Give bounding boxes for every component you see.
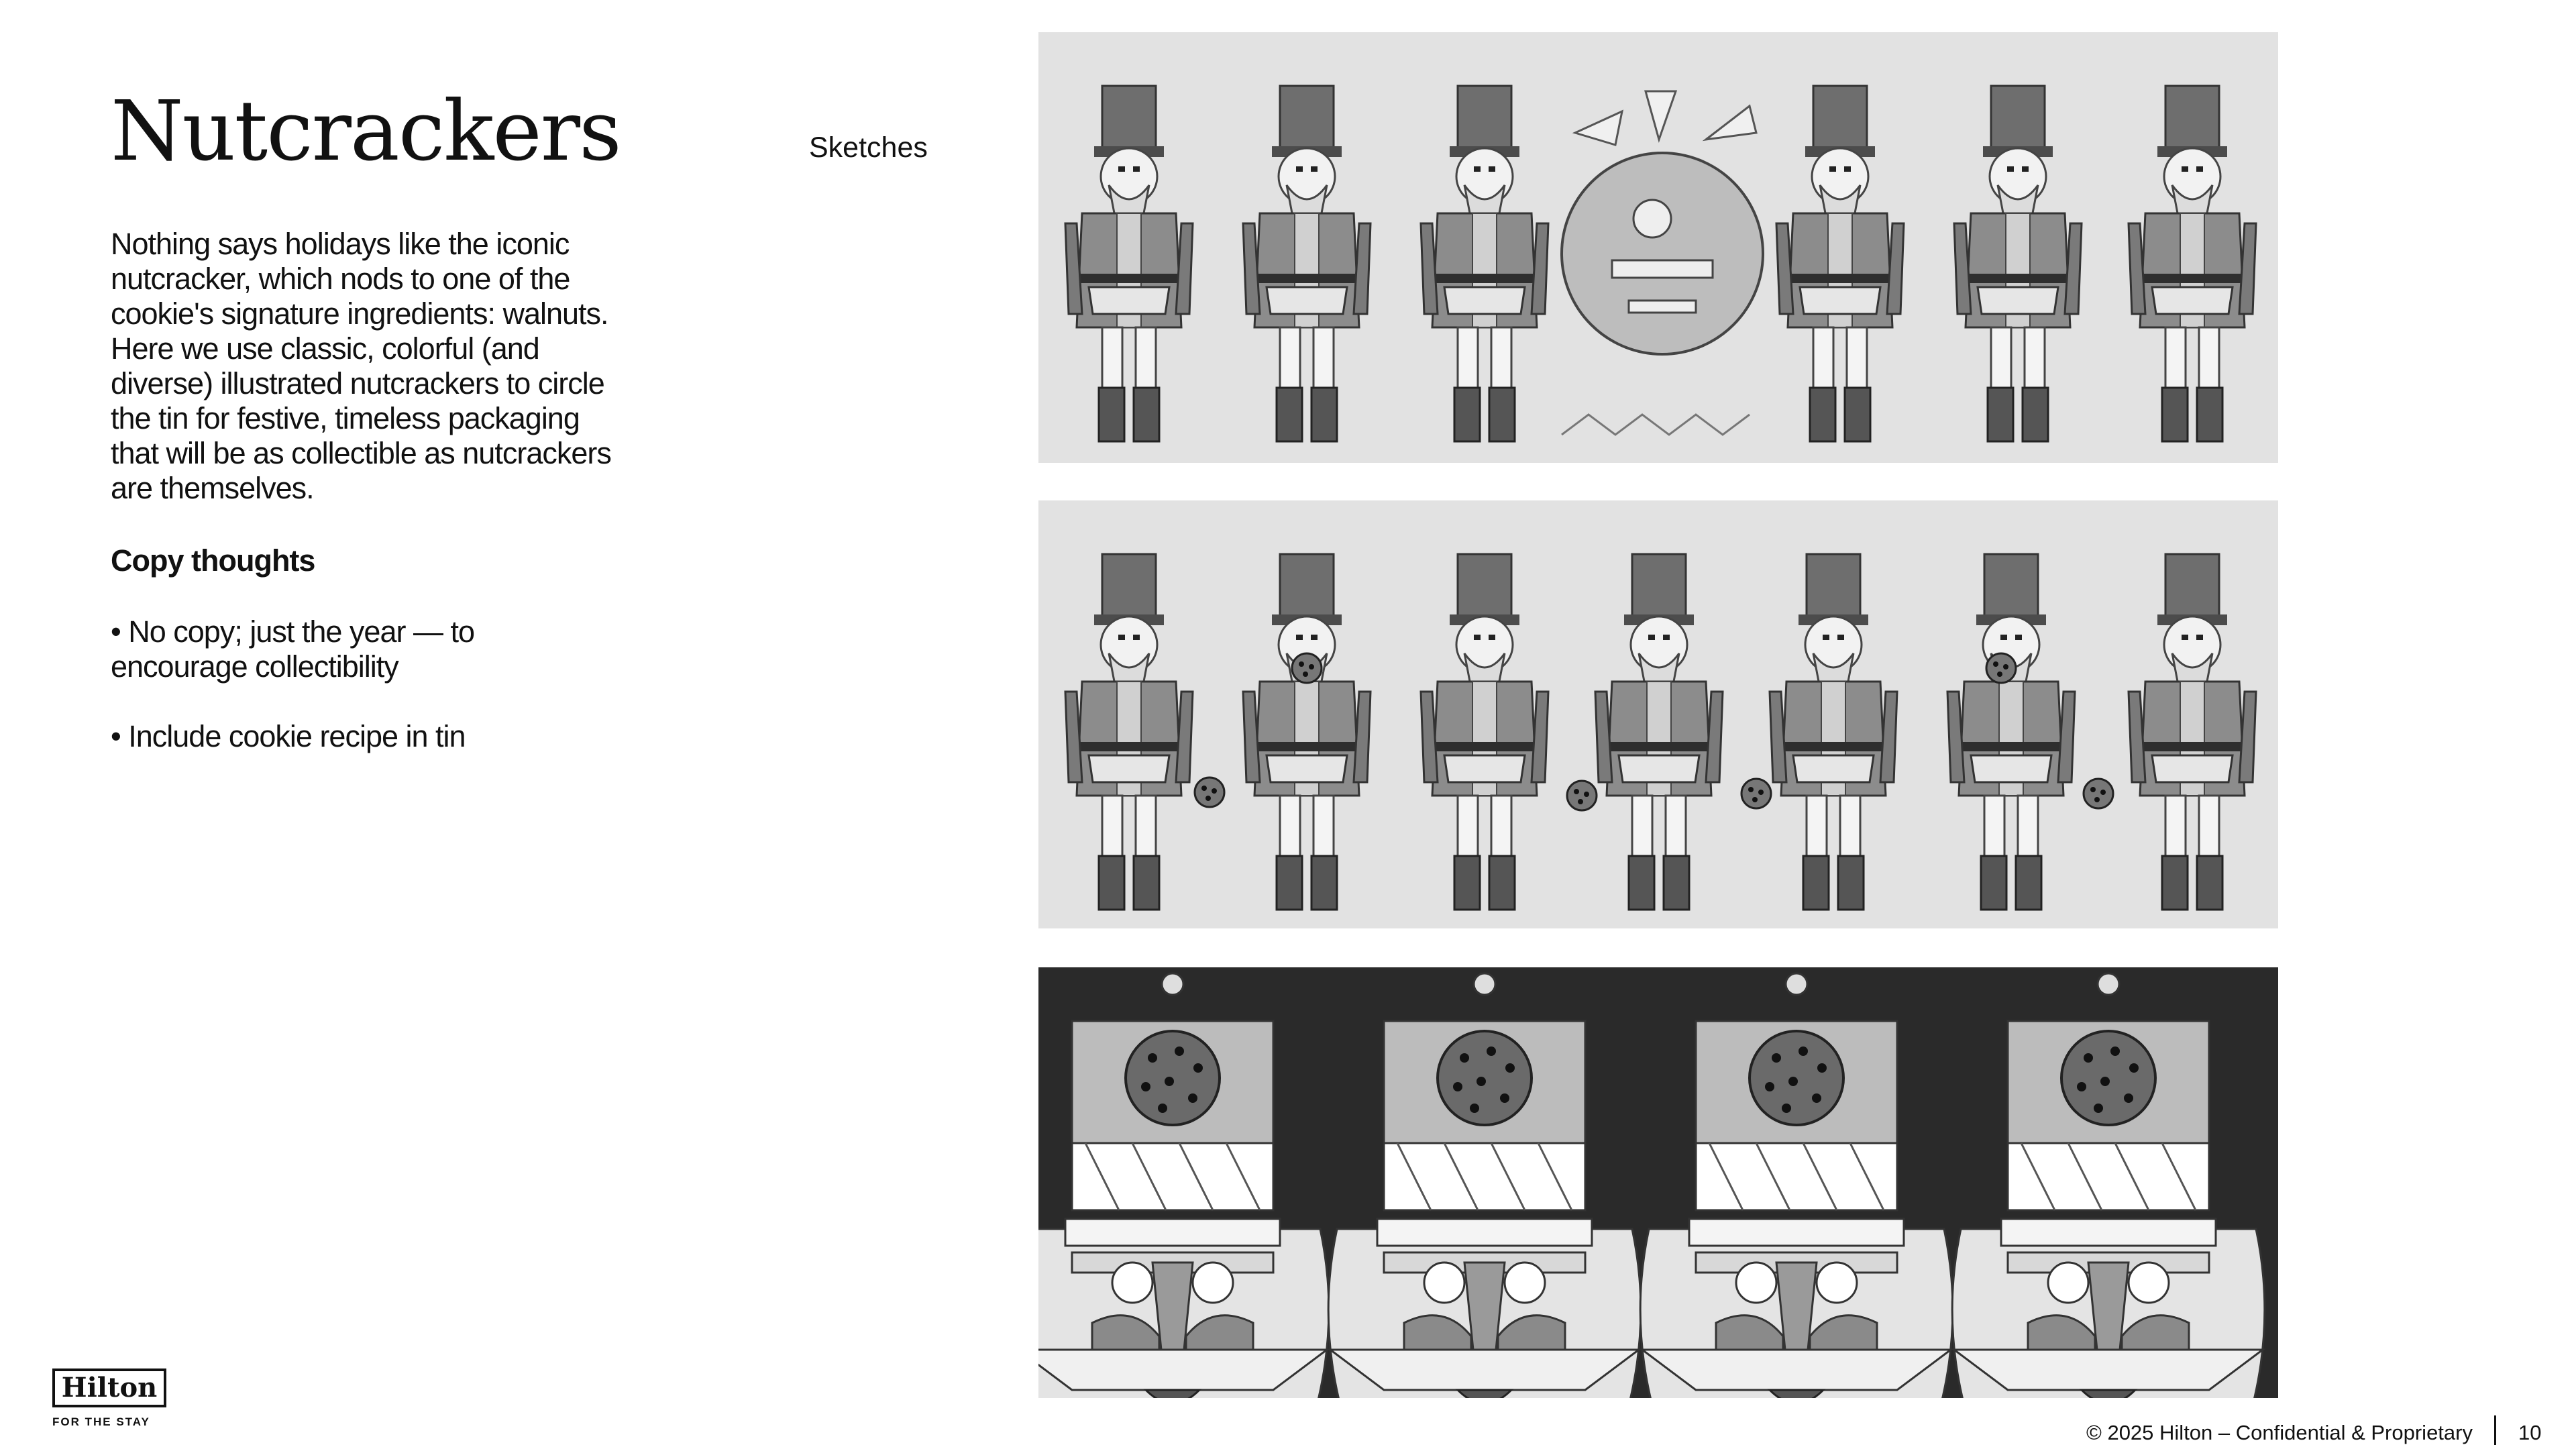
page-title: Nutcrackers <box>111 83 621 180</box>
bullet-cookie-recipe: • Include cookie recipe in tin <box>111 719 466 753</box>
sketch-panel-cookies <box>1038 500 2278 928</box>
footer-divider <box>2494 1415 2496 1445</box>
geometric-nutcracker-faces-illustration <box>1038 967 2278 1398</box>
bullet-no-copy: • No copy; just the year — to encourage collectibility <box>111 614 475 684</box>
footer-confidential: © 2025 Hilton – Confidential & Proprietary <box>2086 1421 2473 1444</box>
copy-thoughts-heading: Copy thoughts <box>111 543 315 578</box>
hilton-logo: Hilton <box>52 1368 166 1407</box>
description-paragraph: Nothing says holidays like the iconic nutcracker, which nods to one of the cookie's signature ingredients: walnuts. Here we use classic, colorful (and diverse) illustrated nutcrackers to circle the tin for festive, timeless packaging that will be as collectible as nutcrackers are themselves. <box>111 227 611 505</box>
hilton-tagline: FOR THE STAY <box>52 1415 150 1428</box>
sketches-label: Sketches <box>809 131 928 164</box>
page-number: 10 <box>2518 1421 2542 1444</box>
sketch-panel-medallion <box>1038 32 2278 463</box>
nutcracker-row-with-medallion-illustration <box>1038 32 2278 463</box>
sketch-panel-geometric-faces <box>1038 967 2278 1398</box>
nutcracker-row-holding-cookies-illustration <box>1038 500 2278 928</box>
